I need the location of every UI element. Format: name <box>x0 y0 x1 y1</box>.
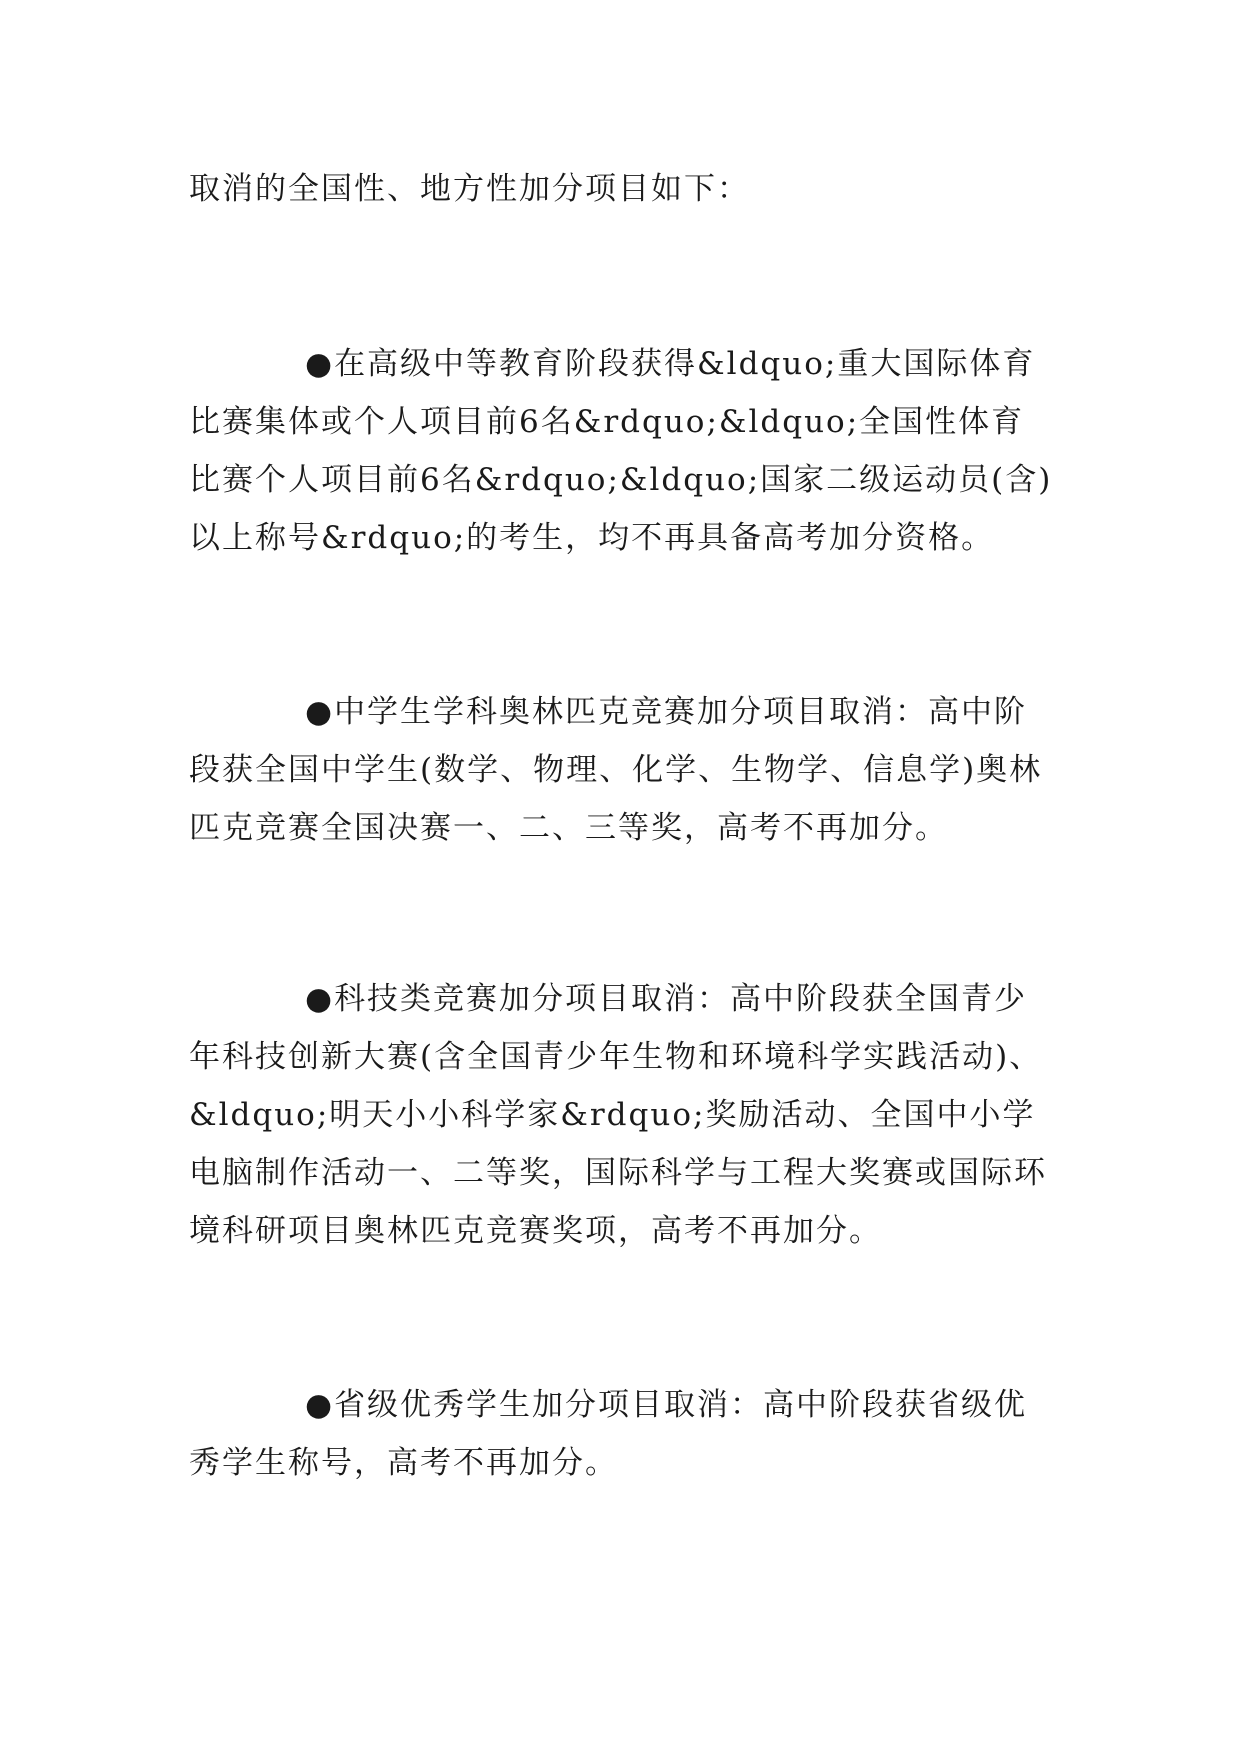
bullet-marker: ● <box>305 1387 335 1423</box>
bullet-marker: ● <box>305 346 335 382</box>
bullet-marker: ● <box>305 981 335 1017</box>
bullet-text: 在高级中等教育阶段获得&ldquo;重大国际体育比赛集体或个人项目前6名&rdquo;&ldquo;全国性体育比赛个人项目前6名&rdquo;&ldquo;国家二级运动员(含)以上称号&rdquo;的考生，均不再具备高考加分资格。 <box>189 346 1053 556</box>
bullet-item <box>189 335 1055 567</box>
intro-paragraph: 取消的全国性、地方性加分项目如下： <box>189 171 750 207</box>
bullet-item <box>189 970 1055 1260</box>
bullet-item <box>189 683 1055 857</box>
bullet-text: 科技类竞赛加分项目取消：高中阶段获全国青少年科技创新大赛(含全国青少年生物和环境科学实践活动)、&ldquo;明天小小科学家&rdquo;奖励活动、全国中小学电脑制作活动一、二等奖，国际科学与工程大奖赛或国际环境科研项目奥林匹克竞赛奖项，高考不再加分。 <box>189 981 1047 1249</box>
bullet-text: 省级优秀学生加分项目取消：高中阶段获省级优秀学生称号，高考不再加分。 <box>189 1387 1028 1481</box>
bullet-item <box>189 1376 1055 1492</box>
bullet-marker: ● <box>305 694 335 730</box>
bullet-text: 中学生学科奥林匹克竞赛加分项目取消：高中阶段获全国中学生(数学、物理、化学、生物学、信息学)奥林匹克竞赛全国决赛一、二、三等奖，高考不再加分。 <box>189 694 1043 846</box>
